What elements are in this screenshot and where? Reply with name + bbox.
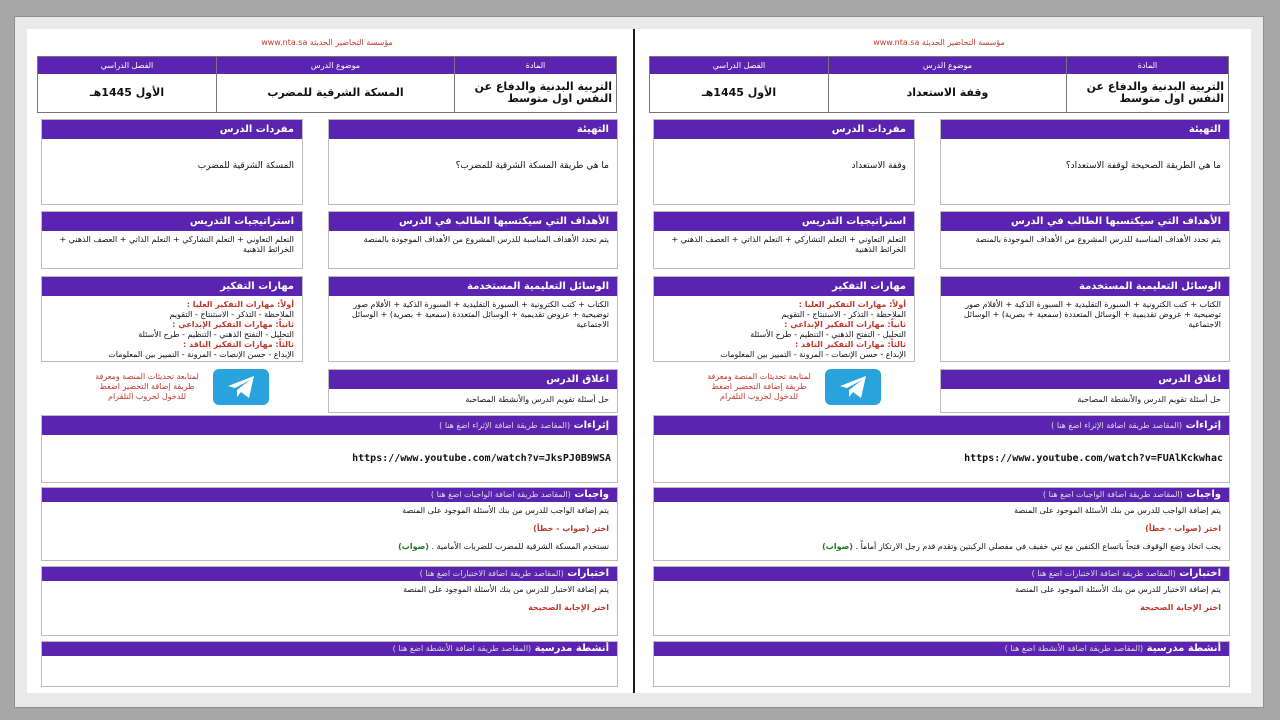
thinking-line-1: أولاً: مهارات التفكير العليا : <box>186 300 294 309</box>
semester-value: الأول 1445هـ <box>89 86 165 99</box>
homework-title <box>654 488 1229 502</box>
thinking-line-5: ثالثاً: مهارات التفكير الناقد : <box>183 340 294 349</box>
semester-header: الفصل الدراسي <box>38 57 216 74</box>
topic-cell <box>216 57 454 112</box>
closing-box <box>328 369 618 413</box>
aids-box <box>328 276 618 362</box>
enrich-note[interactable]: (المقاصد طريقة اضافة الإثراء اضغ هنا ) <box>1051 421 1183 430</box>
topic-value: وقفة الاستعداد <box>906 86 989 99</box>
intro-box <box>940 119 1230 205</box>
semester-value: الأول 1445هـ <box>701 86 777 99</box>
site-header[interactable]: www.nta.sa مؤسسة التحاضير الحديثة <box>873 38 1005 47</box>
intro-title: التهيئة <box>941 120 1229 139</box>
aids-text: الكتاب + كتب الكترونية + السبورة التقليدية + السبورة الذكية + الأفلام صور توضيحية + عروض تقديمية + الوسائل المتعددة (سمعية + بصرية) + الوسائل الاجتماعية <box>351 300 609 329</box>
tests-note[interactable]: (المقاصد طريقة اضافة الاختبارات اضغ هنا ) <box>419 569 564 578</box>
intro-text: ما هي طريقة المسكة الشرقية للمضرب؟ <box>455 161 609 171</box>
thinking-box <box>41 276 303 362</box>
activities-label: أنشطة مدرسية <box>1146 643 1221 654</box>
lesson-info-table <box>37 56 617 113</box>
tests-note[interactable]: (المقاصد طريقة اضافة الاختبارات اضغ هنا ) <box>1031 569 1176 578</box>
strategies-text: التعلم التعاوني + التعلم التشاركي + التعلم الذاتي + العصف الذهني + الخرائط الذهنية <box>59 235 294 254</box>
activities-label: أنشطة مدرسية <box>534 643 609 654</box>
thinking-line-1: أولاً: مهارات التفكير العليا : <box>798 300 906 309</box>
closing-title: اغلاق الدرس <box>329 370 617 389</box>
topic-value: المسكة الشرقية للمضرب <box>267 86 404 99</box>
thinking-line-2: الملاحظة - التذكر - الاستنتاج - التقويم <box>781 310 906 319</box>
telegram-icon[interactable] <box>825 369 881 405</box>
subject-header: المادة <box>1067 57 1228 74</box>
page-frame <box>14 16 1264 708</box>
strategies-title: استراتيجيات التدريس <box>654 212 914 231</box>
tests-text: يتم إضافة الاختبار للدرس من بنك الأسئلة الموجود على المنصة <box>1015 585 1221 594</box>
homework-answer: (صواب) <box>398 542 429 551</box>
thinking-title: مهارات التفكير <box>42 277 302 296</box>
thinking-line-6: الإبداع - حسن الإنصات - المرونة - التمييز بين المعلومات <box>108 350 294 359</box>
thinking-line-2: الملاحظة - التذكر - الاستنتاج - التقويم <box>169 310 294 319</box>
enrich-link[interactable]: https://www.youtube.com/watch?v=FUAlKckwhac <box>964 453 1223 464</box>
telegram-promo[interactable] <box>699 369 881 405</box>
strategies-box <box>41 211 303 269</box>
tests-title <box>654 567 1229 581</box>
strategies-box <box>653 211 915 269</box>
lesson-page-right <box>639 29 1239 693</box>
intro-text: ما هي الطريقة الصحيحة لوقفة الاستعداد؟ <box>1065 161 1221 171</box>
homework-note[interactable]: (المقاصد طريقة اضافة الواجبات اضغ هنا ) <box>1042 490 1183 499</box>
thinking-line-4: التحليل - التفتح الذهني - التنظيم - طرح الأسئلة <box>750 330 906 339</box>
enrich-label: إثراءات <box>573 420 609 431</box>
thinking-line-5: ثالثاً: مهارات التفكير الناقد : <box>795 340 906 349</box>
homework-box <box>653 487 1230 561</box>
enrich-box <box>41 415 618 483</box>
telegram-promo[interactable] <box>87 369 269 405</box>
thinking-line-4: التحليل - التفتح الذهني - التنظيم - طرح الأسئلة <box>138 330 294 339</box>
goals-text: يتم تحدد الأهداف المناسبة للدرس المشروع من الأهداف الموجودة بالمنصة <box>363 235 609 244</box>
tests-content <box>654 581 1229 617</box>
tests-label: اختبارات <box>1179 568 1221 579</box>
activities-title <box>42 642 617 656</box>
closing-text: حل أسئلة تقويم الدرس والأنشطة المصاحبة <box>1077 395 1221 404</box>
closing-box <box>940 369 1230 413</box>
subject-value: التربية البدنية والدفاع عن النفس اول متوسط <box>474 80 612 105</box>
thinking-box <box>653 276 915 362</box>
homework-question-row <box>662 542 1221 552</box>
activities-note[interactable]: (المقاصد طريقة اضافة الأنشطة اضغ هنا ) <box>392 644 532 653</box>
thinking-title: مهارات التفكير <box>654 277 914 296</box>
tests-box <box>41 566 618 636</box>
homework-label: واجبات <box>1186 489 1221 500</box>
vocab-text: وقفة الاستعداد <box>851 161 906 171</box>
closing-text: حل أسئلة تقويم الدرس والأنشطة المصاحبة <box>465 395 609 404</box>
vocab-box <box>41 119 303 205</box>
homework-question: تستخدم المسكة الشرقية للمضرب للضربات الأمامية . <box>431 542 609 551</box>
semester-header: الفصل الدراسي <box>650 57 828 74</box>
lesson-info-table <box>649 56 1229 113</box>
tests-content <box>42 581 617 617</box>
strategies-title: استراتيجيات التدريس <box>42 212 302 231</box>
lesson-page-left <box>27 29 627 693</box>
enrich-label: إثراءات <box>1185 420 1221 431</box>
site-header[interactable]: www.nta.sa مؤسسة التحاضير الحديثة <box>261 38 393 47</box>
intro-title: التهيئة <box>329 120 617 139</box>
homework-choice: اختر (صواب - خطأ) <box>533 524 609 533</box>
homework-choice: اختر (صواب - خطأ) <box>1145 524 1221 533</box>
document-spread <box>27 29 1251 693</box>
activities-note[interactable]: (المقاصد طريقة اضافة الأنشطة اضغ هنا ) <box>1004 644 1144 653</box>
thinking-text <box>654 296 914 364</box>
telegram-text[interactable]: لمتابعة تحديثات المنصة ومعرفة طريقة إضافة التحضير اضغط للدخول لجروب التلقرام <box>95 372 199 401</box>
homework-text: يتم إضافة الواجب للدرس من بنك الأسئلة الموجود على المنصة <box>1014 506 1221 515</box>
vocab-title: مفردات الدرس <box>654 120 914 139</box>
semester-cell <box>38 57 216 112</box>
intro-box <box>328 119 618 205</box>
activities-title <box>654 642 1229 656</box>
subject-value: التربية البدنية والدفاع عن النفس اول متوسط <box>1086 80 1224 105</box>
homework-text: يتم إضافة الواجب للدرس من بنك الأسئلة الموجود على المنصة <box>402 506 609 515</box>
goals-title: الأهداف التي سيكتسبها الطالب في الدرس <box>329 212 617 231</box>
tests-choice: اختر الإجابة الصحيحة <box>1140 603 1221 612</box>
homework-content <box>654 502 1229 556</box>
subject-cell <box>1066 57 1228 112</box>
thinking-line-3: ثانياً: مهارات التفكير الإبداعي : <box>784 320 906 329</box>
aids-title: الوسائل التعليمية المستخدمة <box>941 277 1229 296</box>
vocab-title: مفردات الدرس <box>42 120 302 139</box>
enrich-title <box>42 416 617 435</box>
tests-title <box>42 567 617 581</box>
homework-box <box>41 487 618 561</box>
vocab-text: المسكة الشرقية للمضرب <box>197 161 294 171</box>
topic-header: موضوع الدرس <box>829 57 1066 74</box>
homework-content <box>42 502 617 556</box>
homework-note[interactable]: (المقاصد طريقة اضافة الواجبات اضغ هنا ) <box>430 490 571 499</box>
thinking-line-6: الإبداع - حسن الإنصات - المرونة - التمييز بين المعلومات <box>720 350 906 359</box>
goals-box <box>328 211 618 269</box>
goals-box <box>940 211 1230 269</box>
page-divider <box>633 29 635 693</box>
aids-box <box>940 276 1230 362</box>
homework-answer: (صواب) <box>822 542 853 551</box>
tests-choice: اختر الإجابة الصحيحة <box>528 603 609 612</box>
strategies-text: التعلم التعاوني + التعلم التشاركي + التعلم الذاتي + العصف الذهني + الخرائط الذهنية <box>671 235 906 254</box>
goals-title: الأهداف التي سيكتسبها الطالب في الدرس <box>941 212 1229 231</box>
homework-title <box>42 488 617 502</box>
subject-cell <box>454 57 616 112</box>
homework-question: يجب اتخاذ وضع الوقوف فتحاً باتساع الكتفين مع ثني خفيف في مفصلي الركبتين وتقدم قدم رجل الارتكاز أماماً . <box>855 542 1221 551</box>
enrich-box <box>653 415 1230 483</box>
topic-cell <box>828 57 1066 112</box>
enrich-note[interactable]: (المقاصد طريقة اضافة الإثراء اضغ هنا ) <box>439 421 571 430</box>
activities-box <box>653 641 1230 687</box>
tests-label: اختبارات <box>567 568 609 579</box>
activities-box <box>41 641 618 687</box>
closing-title: اغلاق الدرس <box>941 370 1229 389</box>
goals-text: يتم تحدد الأهداف المناسبة للدرس المشروع من الأهداف الموجودة بالمنصة <box>975 235 1221 244</box>
homework-question-row <box>50 542 609 552</box>
aids-title: الوسائل التعليمية المستخدمة <box>329 277 617 296</box>
tests-box <box>653 566 1230 636</box>
thinking-line-3: ثانياً: مهارات التفكير الإبداعي : <box>172 320 294 329</box>
telegram-icon[interactable] <box>213 369 269 405</box>
subject-header: المادة <box>455 57 616 74</box>
aids-text: الكتاب + كتب الكترونية + السبورة التقليدية + السبورة الذكية + الأفلام صور توضيحية + عروض تقديمية + الوسائل المتعددة (سمعية + بصرية) + الوسائل الاجتماعية <box>963 300 1221 329</box>
tests-text: يتم إضافة الاختبار للدرس من بنك الأسئلة الموجود على المنصة <box>403 585 609 594</box>
homework-label: واجبات <box>574 489 609 500</box>
enrich-link[interactable]: https://www.youtube.com/watch?v=JksPJ0B9WSA <box>352 453 611 464</box>
topic-header: موضوع الدرس <box>217 57 454 74</box>
thinking-text <box>42 296 302 364</box>
vocab-box <box>653 119 915 205</box>
semester-cell <box>650 57 828 112</box>
telegram-text[interactable]: لمتابعة تحديثات المنصة ومعرفة طريقة إضافة التحضير اضغط للدخول لجروب التلقرام <box>707 372 811 401</box>
enrich-title <box>654 416 1229 435</box>
